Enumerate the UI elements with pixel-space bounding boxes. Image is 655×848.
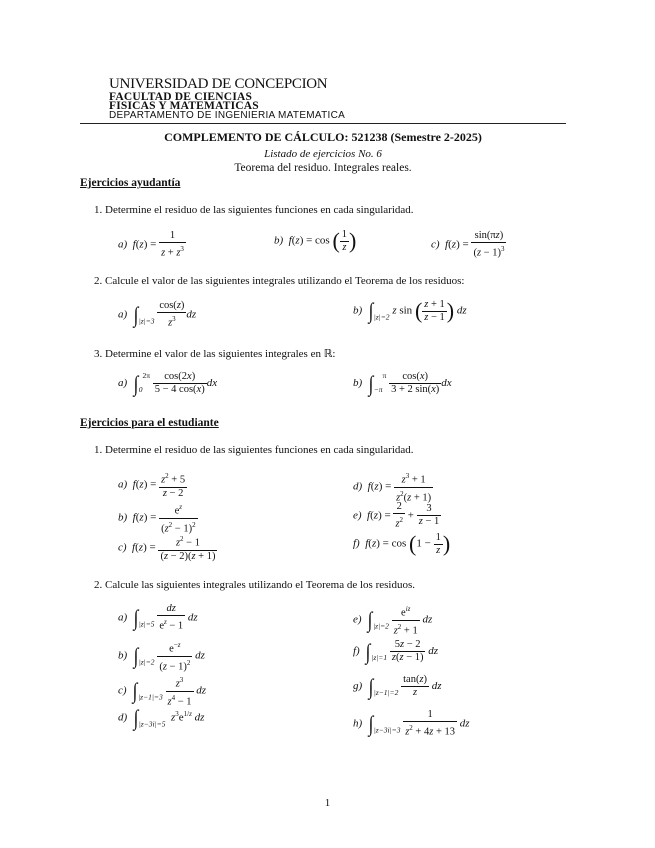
exercise-2a: a) $\int_{|z|=3}$ $\frac{\cos(z)}{z^3}$ dz: [118, 300, 197, 329]
exercise-s2-2h: h) $\int_{|z-3i|=3}$ $\frac{1}{z^2 + 4z + 13}$ dz: [353, 709, 470, 738]
exercise-s2-2e: e) $\int_{|z|=2}$ $\frac{e^{iz}}{z^2 + 1}$ dz: [353, 605, 433, 636]
exercise-s2-1b: b) f(z) = $\frac{e^z}{(z^2 - 1)^2}$: [118, 503, 196, 534]
exercise-s2-2d: d) $\int_{|z-3i|=5}$ $z^3e^{1/z}$ dz: [118, 705, 205, 730]
exercise-s2-2a: a) $\int_{|z|=5}$ $\frac{dz}{e^z - 1}$ dz: [118, 603, 198, 632]
header-rule: [80, 123, 566, 124]
exercise-s2-2b: b) $\int_{|z|=2}$ $\frac{e^{-z}}{(z - 1)^2}$ dz: [118, 641, 205, 672]
department-name: DEPARTAMENTO DE INGENIERIA MATEMATICA: [109, 110, 346, 121]
document-subtitle: Listado de ejercicios No. 6: [264, 148, 382, 160]
exercise-1a: a) f(z) = $\frac{1}{z + z^3}$: [118, 230, 184, 259]
question-s2-1-text: 1. Determine el residuo de las siguientes funciones en cada singularidad.: [94, 444, 414, 456]
document-title: COMPLEMENTO DE CÁLCULO: 521238 (Semestre 2-2025): [164, 130, 482, 144]
exercise-s2-1e: e) f(z) = $\frac{2}{z^2}$ + $\frac{3}{z - 1}$: [353, 501, 440, 530]
exercise-1c: c) f(z) = $\frac{\sin(\pi z)}{(z - 1)^3}$: [431, 230, 505, 259]
exercise-s2-1f: f) f(z) = cos (1 − $\frac{1}{z}$ ): [353, 531, 451, 556]
university-name: UNIVERSIDAD DE CONCEPCION: [109, 76, 328, 92]
exercise-3a: a) $\int_0^{2\pi}$ $\frac{\cos(2x)}{5 - 4 \cos(x)}$ dx: [118, 370, 218, 396]
question-s2-2-text: 2. Calcule las siguientes integrales utilizando el Teorema de los residuos.: [94, 579, 415, 591]
question-3-text: 3. Determine el valor de las siguientes integrales en ℝ:: [94, 348, 336, 360]
document-topic: Teorema del residuo. Integrales reales.: [234, 162, 412, 174]
faculty-line-1: FACULTAD DE CIENCIAS: [109, 91, 253, 103]
exercise-s2-2c: c) $\int_{|z-1|=3}$ $\frac{z^3}{z^4 - 1}$ dz: [118, 676, 207, 707]
exercise-2b: b) $\int_{|z|=2}$ z sin ( $\frac{z + 1}{z - 1}$ ) dz: [353, 298, 467, 323]
exercise-s2-2f: f) $\int_{|z|=1}$ $\frac{5z - 2}{z(z - 1)}$ dz: [353, 638, 439, 664]
exercise-s2-2g: g) $\int_{|z-1|=2}$ $\frac{\tan(z)}{z}$ dz: [353, 673, 442, 699]
exercise-s2-1a: a) f(z) = $\frac{z^2 + 5}{z - 2}$: [118, 472, 186, 499]
page-number: 1: [324, 797, 331, 809]
question-1-text: 1. Determine el residuo de las siguientes funciones en cada singularidad.: [94, 204, 414, 216]
exercise-s2-1c: c) f(z) = $\frac{z^2 - 1}{(z - 2)(z + 1)}$: [118, 535, 216, 562]
faculty-line-2: FISICAS Y MATEMATICAS: [109, 100, 259, 112]
exercise-3b: b) $\int_{-\pi}^\pi$ $\frac{\cos(x)}{3 + 2 \sin(x)}$ dx: [353, 370, 452, 396]
exercise-s2-1d: d) f(z) = $\frac{z^3 + 1}{z^2(z + 1)}$: [353, 472, 432, 503]
section-heading-ayudantia: Ejercicios ayudantía: [80, 177, 181, 189]
exercise-1b: b) f(z) = cos ( $\frac{1}{z}$ ): [274, 228, 357, 253]
section-heading-estudiante: Ejercicios para el estudiante: [80, 417, 219, 429]
question-2-text: 2. Calcule el valor de las siguientes integrales utilizando el Teorema de los residuos:: [94, 275, 465, 287]
